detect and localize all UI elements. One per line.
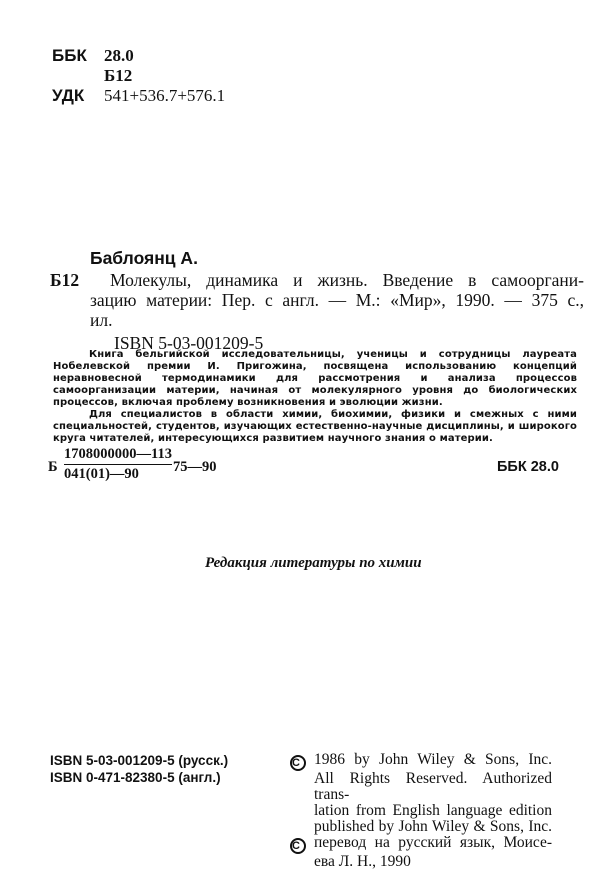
abstract-paragraph-2: Для специалистов в области химии, биохимии, физики и смежных с ними специальностей, студентов, изучающих естественно-научные дисциплины, и широкого круга читателей, интересующихся развитием научного знания о материи. bbox=[53, 409, 577, 444]
entry-isbn: ISBN 5-03-001209-5 bbox=[114, 333, 264, 353]
isbn-russian: ISBN 5-03-001209-5 (русск.) bbox=[50, 753, 229, 768]
udk-label: УДК bbox=[52, 86, 85, 105]
abstract-paragraph-1: Книга бельгийской исследовательницы, ученицы и сотрудницы лауреата Нобелевской премии И. Пригожина, посвящена использованию концепций неравновесной термодинамики для рассмотрения и анализа процессов самоорганизации материи, начиная от молекулярного уровня до биологических процессов, включая проблему возникновения и эволюции жизни. bbox=[53, 349, 577, 408]
copyright-block bbox=[290, 752, 552, 870]
entry-title-line-2: зацию материи: Пер. с англ. — М.: «Мир», 1990. — 375 с., bbox=[90, 290, 584, 310]
classification-fraction bbox=[64, 446, 172, 483]
classification-bbk: ББК 28.0 bbox=[497, 459, 559, 475]
author-mark: Б12 bbox=[104, 66, 133, 85]
header-codes bbox=[52, 46, 225, 106]
editorial-office: Редакция литературы по химии bbox=[205, 555, 422, 571]
copyright-original-line-3: lation from English language edition bbox=[314, 802, 552, 819]
copyright-icon: C bbox=[290, 755, 306, 771]
entry-title-line-1: Молекулы, динамика и жизнь. Введение в самооргани- bbox=[110, 270, 584, 290]
author-mark-line bbox=[52, 66, 225, 86]
isbn-list bbox=[50, 752, 228, 786]
udk-line bbox=[52, 86, 225, 106]
copyright-translation-line-1: C перевод на русский язык, Моисе- bbox=[292, 834, 552, 852]
isbn-english: ISBN 0-471-82380-5 (англ.) bbox=[50, 770, 221, 785]
copyright-original-line-1: C 1986 by John Wiley & Sons, Inc. bbox=[292, 751, 552, 769]
classification-suffix: 75—90 bbox=[173, 459, 217, 475]
copyright-translation-line-2: ева Л. Н., 1990 bbox=[314, 853, 411, 870]
bbk-label: ББК bbox=[52, 46, 87, 65]
bbk-line bbox=[52, 46, 225, 66]
author-name: Баблоянц А. bbox=[90, 248, 198, 268]
copyright-original-line-4: published by John Wiley & Sons, Inc. bbox=[314, 818, 552, 835]
bbk-value: 28.0 bbox=[104, 46, 134, 65]
copyright-original-line-2: All Rights Reserved. Authorized trans- bbox=[314, 770, 552, 803]
classification-prefix: Б bbox=[48, 459, 58, 475]
entry-code: Б12 bbox=[50, 270, 80, 290]
classification-denominator: 041(01)—90 bbox=[64, 466, 139, 482]
copyright-icon: C bbox=[290, 838, 306, 854]
entry-title bbox=[90, 270, 584, 330]
classification-numerator: 1708000000—113 bbox=[64, 446, 172, 465]
abstract bbox=[53, 349, 577, 445]
entry-title-line-3: ил. bbox=[90, 310, 113, 330]
udk-value: 541+536.7+576.1 bbox=[104, 86, 226, 105]
